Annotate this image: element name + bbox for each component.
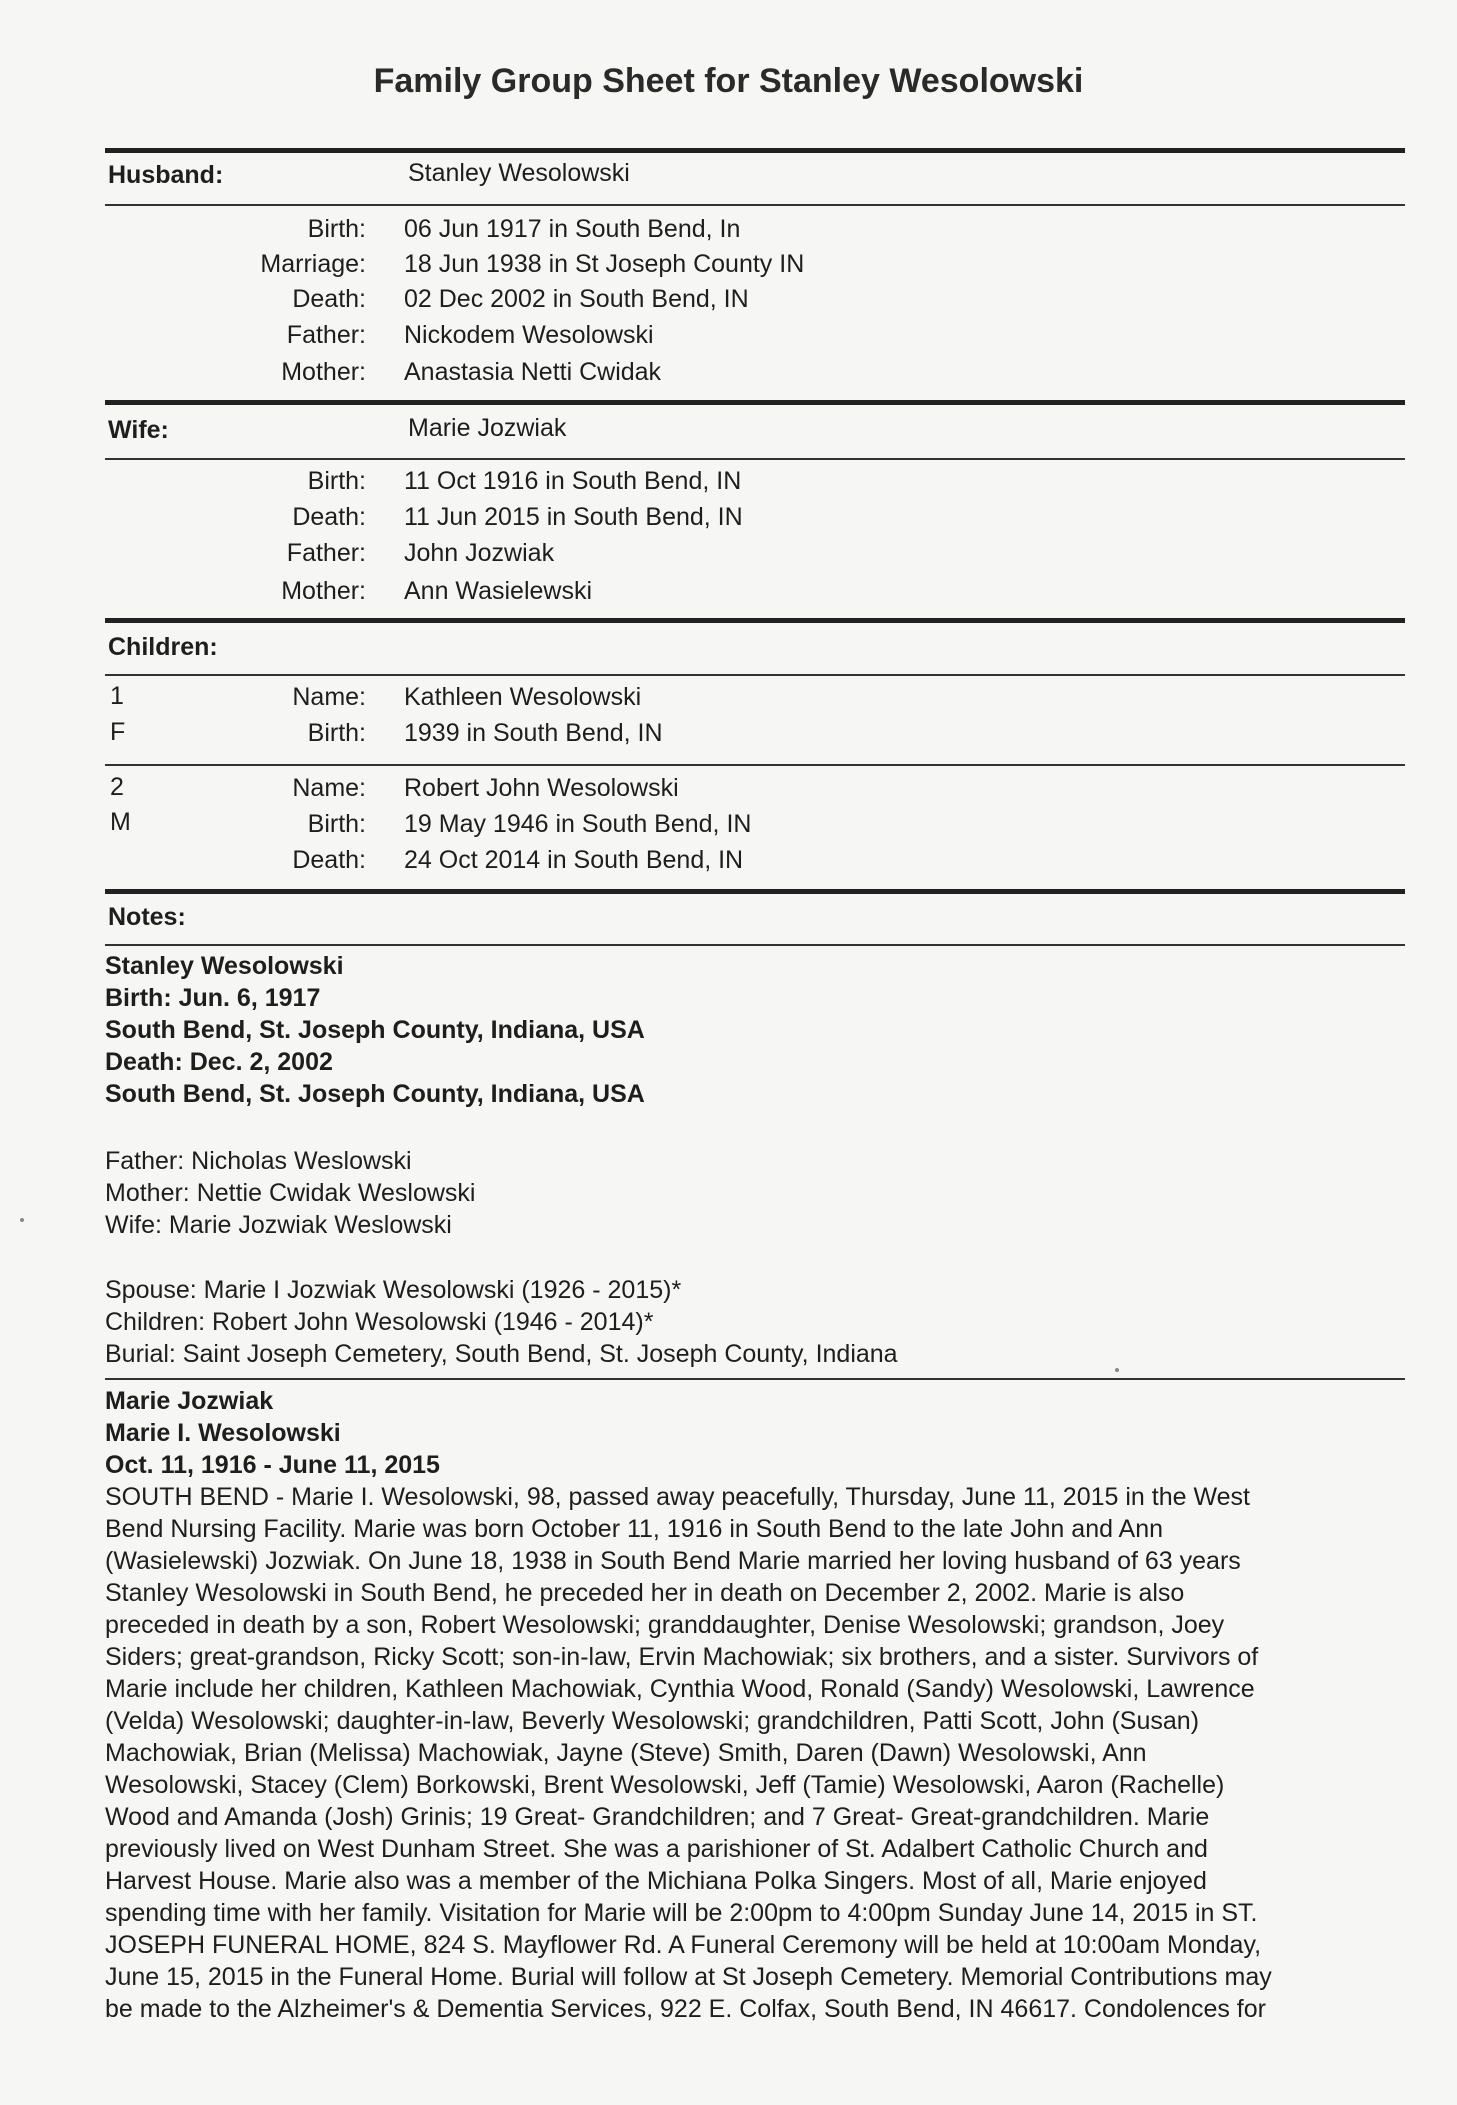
fact-label: Death: xyxy=(292,846,366,874)
fact-value: John Jozwiak xyxy=(404,539,555,567)
fact-value: 19 May 1946 in South Bend, IN xyxy=(404,810,752,838)
fact-label: Death: xyxy=(292,285,366,313)
fact-label: Death: xyxy=(292,503,366,531)
note-line: Marie I. Wesolowski xyxy=(105,1419,341,1447)
note-line: Children: Robert John Wesolowski (1946 - 2014)* xyxy=(105,1308,654,1336)
fact-value: Kathleen Wesolowski xyxy=(404,683,642,711)
note-line: Mother: Nettie Cwidak Weslowski xyxy=(105,1179,476,1207)
child-sex: M xyxy=(110,808,131,836)
notes-stanley-header xyxy=(105,950,645,1110)
fact-value: Anastasia Netti Cwidak xyxy=(404,358,662,386)
section-divider xyxy=(105,148,1405,153)
fact-label: Birth: xyxy=(307,810,366,838)
child-sex: F xyxy=(110,718,126,746)
note-line: Oct. 11, 1916 - June 11, 2015 xyxy=(105,1451,440,1479)
section-divider xyxy=(105,618,1405,623)
scan-speck xyxy=(1115,1368,1119,1372)
note-line: Spouse: Marie I Jozwiak Wesolowski (1926 - 2015)* xyxy=(105,1276,682,1304)
obituary-line: Siders; great-grandson, Ricky Scott; son-in-law, Ervin Machowiak; six brothers, and a sister. Survivors of xyxy=(105,1643,1259,1671)
note-line: South Bend, St. Joseph County, Indiana, USA xyxy=(105,1016,645,1044)
obituary-line: Wesolowski, Stacey (Clem) Borkowski, Brent Wesolowski, Jeff (Tamie) Wesolowski, Aaron (Rachelle) xyxy=(105,1771,1225,1799)
husband-heading: Husband: xyxy=(108,161,224,189)
obituary-line: Wood and Amanda (Josh) Grinis; 19 Great- Grandchildren; and 7 Great- Great-grandchildren. Marie xyxy=(105,1803,1210,1831)
section-divider xyxy=(105,889,1405,894)
obituary-line: preceded in death by a son, Robert Wesolowski; granddaughter, Denise Wesolowski; grandson, Joey xyxy=(105,1611,1225,1639)
fact-value: 1939 in South Bend, IN xyxy=(404,719,663,747)
obituary-line: Marie include her children, Kathleen Machowiak, Cynthia Wood, Ronald (Sandy) Wesolowski, Lawrence xyxy=(105,1675,1255,1703)
divider xyxy=(105,674,1405,676)
obituary-line: Bend Nursing Facility. Marie was born October 11, 1916 in South Bend to the late John and Ann xyxy=(105,1515,1164,1543)
fact-value: Nickodem Wesolowski xyxy=(404,321,654,349)
obituary-line: Harvest House. Marie also was a member of the Michiana Polka Singers. Most of all, Marie enjoyed xyxy=(105,1867,1207,1895)
fact-value: 02 Dec 2002 in South Bend, IN xyxy=(404,285,749,313)
obituary-line: Machowiak, Brian (Melissa) Machowiak, Jayne (Steve) Smith, Daren (Dawn) Wesolowski, Ann xyxy=(105,1739,1147,1767)
note-line: Death: Dec. 2, 2002 xyxy=(105,1048,333,1076)
marie-obituary xyxy=(105,1481,1405,2025)
divider xyxy=(105,764,1405,766)
children-heading: Children: xyxy=(108,633,218,661)
fact-label: Birth: xyxy=(307,467,366,495)
child-number: 2 xyxy=(110,773,124,801)
fact-value: 11 Jun 2015 in South Bend, IN xyxy=(404,503,743,531)
page-title: Family Group Sheet for Stanley Wesolowski xyxy=(373,62,1084,100)
divider xyxy=(105,944,1405,946)
fact-value: 24 Oct 2014 in South Bend, IN xyxy=(404,846,744,874)
note-line: Stanley Wesolowski xyxy=(105,952,344,980)
fact-label: Mother: xyxy=(281,577,366,605)
fact-label: Birth: xyxy=(307,719,366,747)
wife-heading: Wife: xyxy=(108,416,169,444)
fact-value: 11 Oct 1916 in South Bend, IN xyxy=(404,467,742,495)
note-line: Father: Nicholas Weslowski xyxy=(105,1147,412,1175)
note-line: Birth: Jun. 6, 1917 xyxy=(105,984,321,1012)
obituary-line: June 15, 2015 in the Funeral Home. Burial will follow at St Joseph Cemetery. Memorial Contributions may xyxy=(105,1963,1272,1991)
divider xyxy=(105,458,1405,460)
notes-stanley-parents xyxy=(105,1145,475,1241)
notes-marie-header xyxy=(105,1385,440,1481)
scan-speck xyxy=(20,1218,24,1222)
fact-value: Ann Wasielewski xyxy=(404,577,593,605)
child-number: 1 xyxy=(110,682,124,710)
notes-heading: Notes: xyxy=(108,903,186,931)
obituary-line: spending time with her family. Visitation for Marie will be 2:00pm to 4:00pm Sunday June 14, 2015 in ST. xyxy=(105,1899,1258,1927)
obituary-line: (Velda) Wesolowski; daughter-in-law, Beverly Wesolowski; grandchildren, Patti Scott, John (Susan) xyxy=(105,1707,1200,1735)
fact-value: 18 Jun 1938 in St Joseph County IN xyxy=(404,250,805,278)
obituary-line: be made to the Alzheimer's & Dementia Services, 922 E. Colfax, South Bend, IN 46617. Condolences for xyxy=(105,1995,1266,2023)
divider xyxy=(105,204,1405,206)
wife-name: Marie Jozwiak xyxy=(408,414,567,442)
fact-label: Father: xyxy=(286,321,366,349)
obituary-line: SOUTH BEND - Marie I. Wesolowski, 98, passed away peacefully, Thursday, June 11, 2015 in the West xyxy=(105,1483,1250,1511)
husband-name: Stanley Wesolowski xyxy=(408,159,630,187)
fact-label: Mother: xyxy=(281,358,366,386)
note-line: Marie Jozwiak xyxy=(105,1387,274,1415)
obituary-line: (Wasielewski) Jozwiak. On June 18, 1938 in South Bend Marie married her loving husband of 63 years xyxy=(105,1547,1241,1575)
fact-label: Name: xyxy=(292,683,366,711)
obituary-line: Stanley Wesolowski in South Bend, he preceded her in death on December 2, 2002. Marie is also xyxy=(105,1579,1185,1607)
fact-value: 06 Jun 1917 in South Bend, In xyxy=(404,215,741,243)
divider xyxy=(105,1378,1405,1380)
obituary-line: previously lived on West Dunham Street. She was a parishioner of St. Adalbert Catholic Church and xyxy=(105,1835,1208,1863)
note-line: South Bend, St. Joseph County, Indiana, USA xyxy=(105,1080,645,1108)
note-line: Burial: Saint Joseph Cemetery, South Bend, St. Joseph County, Indiana xyxy=(105,1340,898,1368)
notes-stanley-family xyxy=(105,1274,898,1370)
section-divider xyxy=(105,400,1405,405)
fact-label: Name: xyxy=(292,774,366,802)
fact-label: Father: xyxy=(286,539,366,567)
fact-value: Robert John Wesolowski xyxy=(404,774,679,802)
obituary-line: JOSEPH FUNERAL HOME, 824 S. Mayflower Rd. A Funeral Ceremony will be held at 10:00am Monday, xyxy=(105,1931,1262,1959)
note-line: Wife: Marie Jozwiak Weslowski xyxy=(105,1211,452,1239)
fact-label: Marriage: xyxy=(260,250,366,278)
fact-label: Birth: xyxy=(307,215,366,243)
